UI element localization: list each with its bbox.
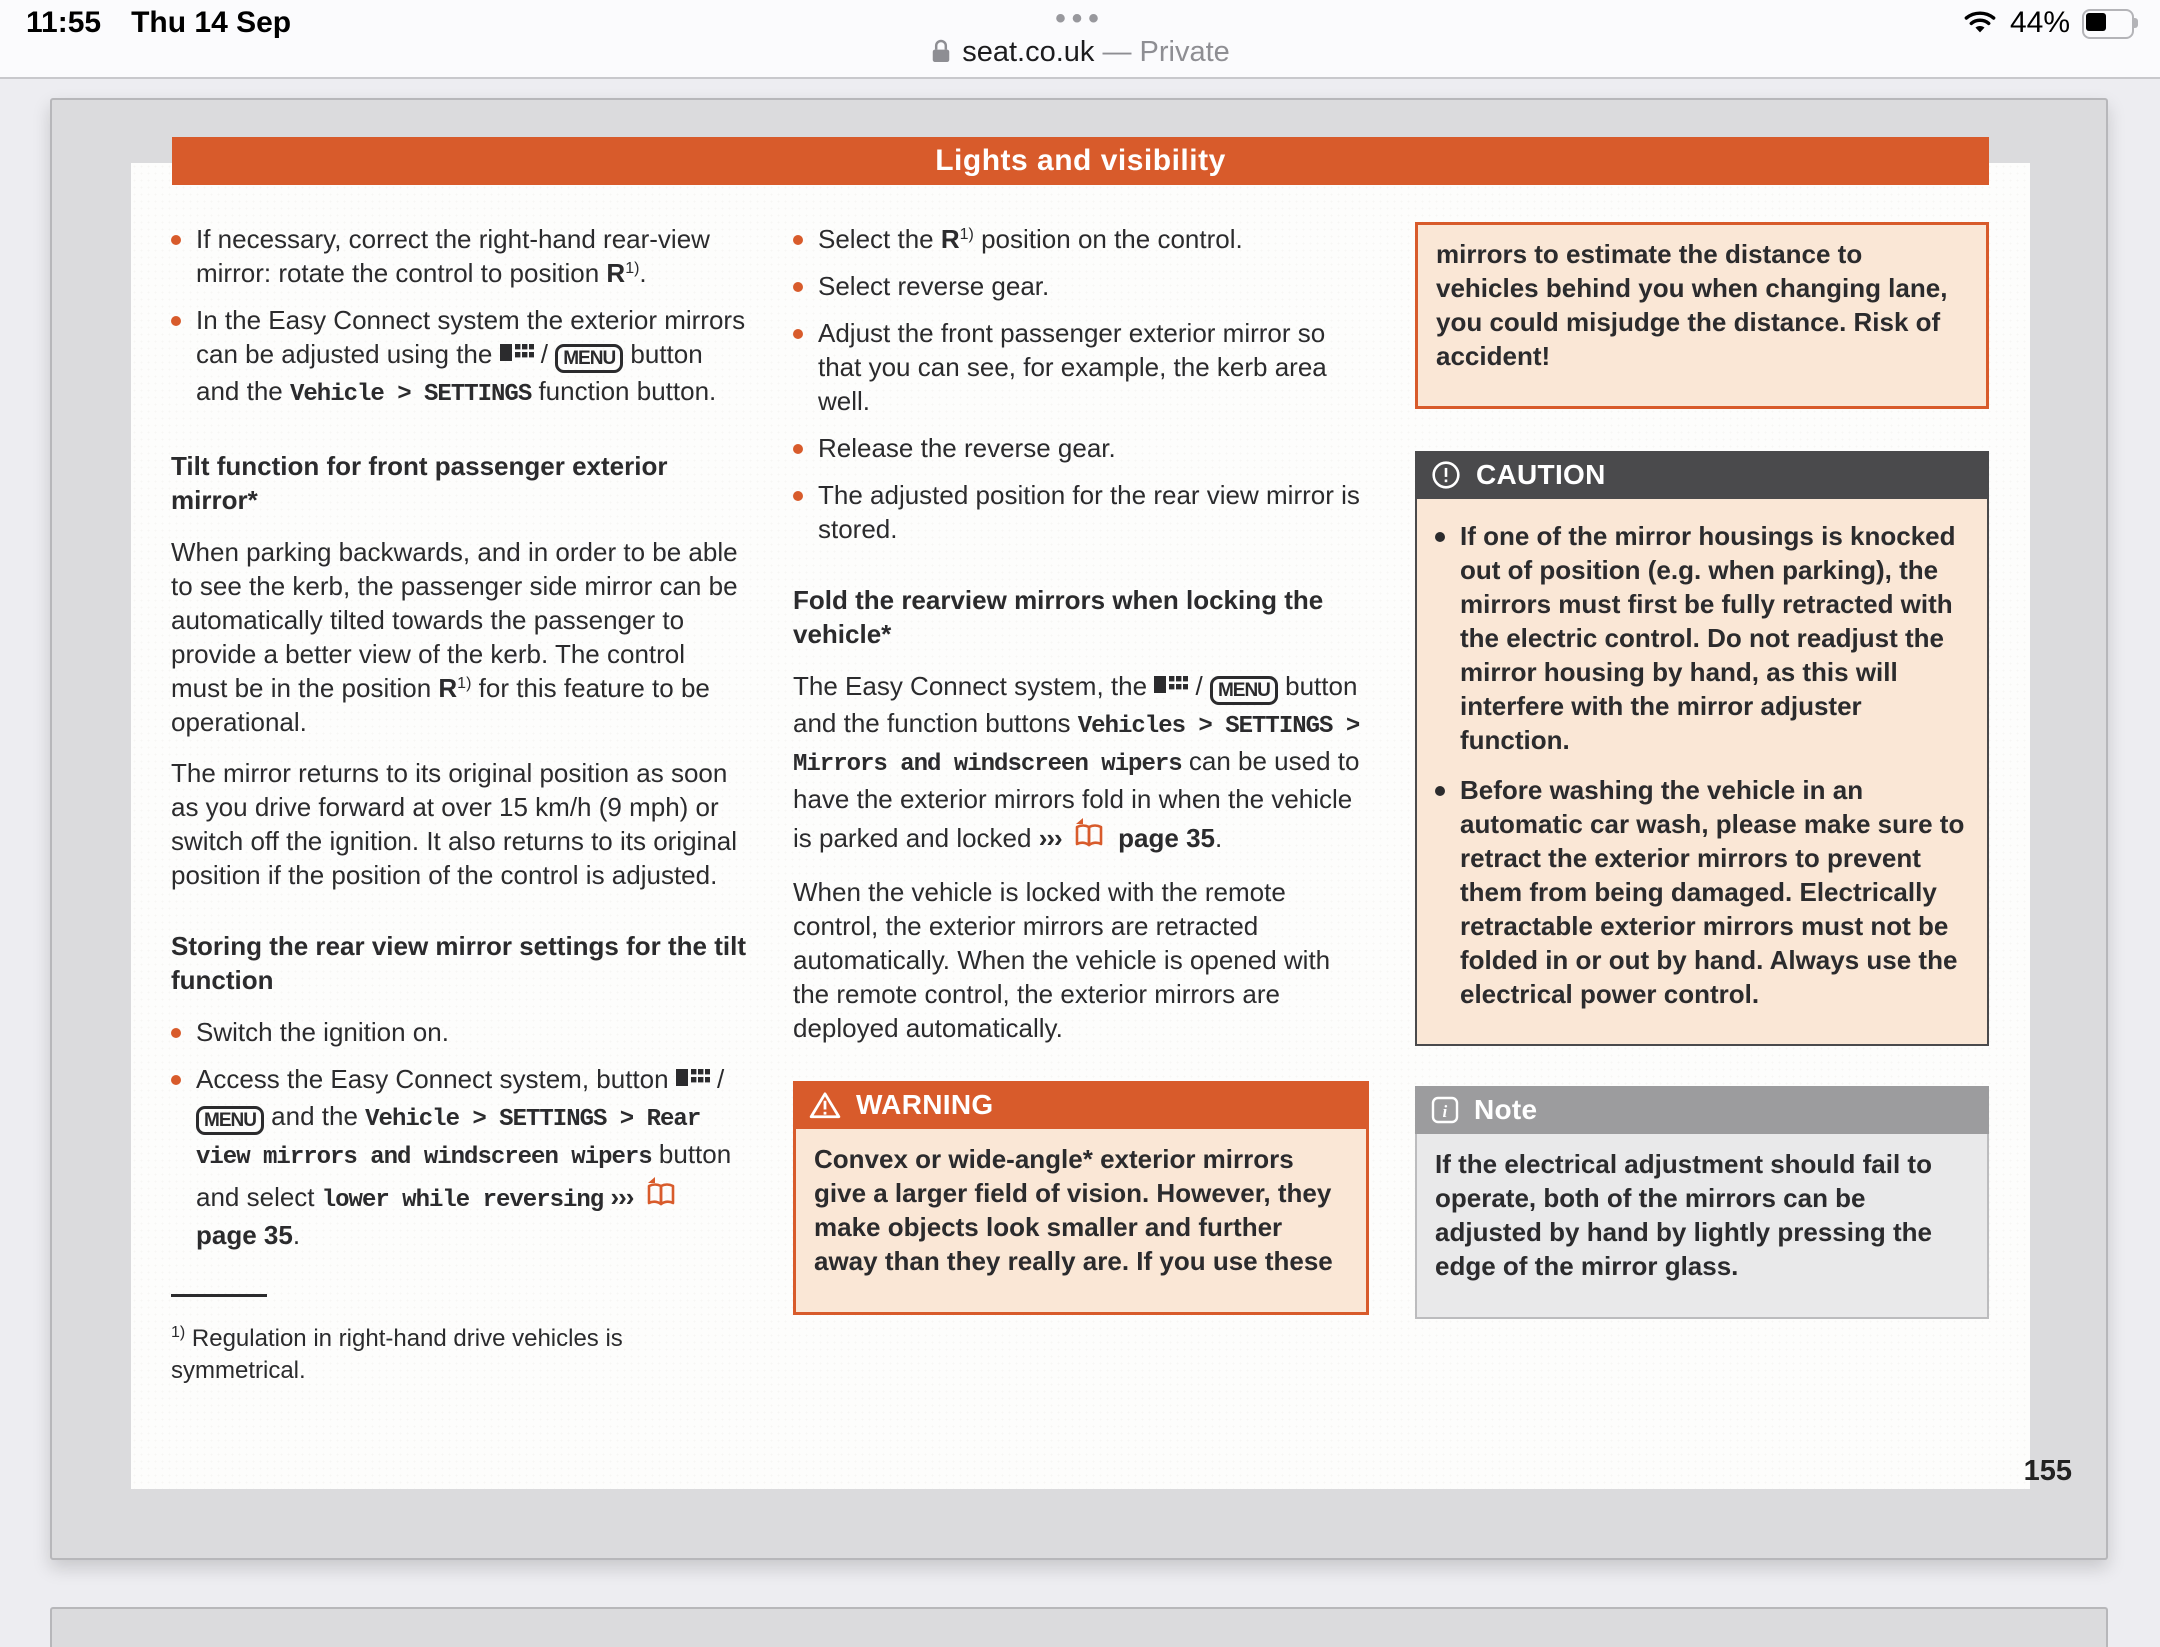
text-segment: R [606,258,626,288]
status-time: 11:55 [26,6,102,39]
paragraph: mirrors to estimate the distance to vehicles behind you when changing lane, you could misjudge the distance. Risk of accident! [1436,239,1948,371]
warning-panel-header [793,1081,1369,1129]
note-panel [1415,1086,1989,1319]
lock-icon [930,37,952,73]
bullet-dot [1435,786,1445,796]
battery-icon [2082,9,2138,37]
bullet-text: In the Easy Connect system the exterior mirrors can be adjusted using the / MENU button and the Vehicle > SETTINGS function button. [196,305,746,408]
paragraph: Convex or wide-angle* exterior mirrors give a larger field of vision. However, they make objects look smaller and further away than they really are. If you use these [814,1144,1333,1276]
paragraph: If the electrical adjustment should fail to operate, both of the mirrors can be adjusted by hand by lightly pressing the edge of the mirror glass. [1435,1149,1932,1281]
svg-text:i: i [1442,1102,1448,1121]
chapter-title: Lights and visibility [935,144,1226,177]
bullet-dot [1435,532,1445,542]
bullet-text: If necessary, correct the right-hand rear-view mirror: rotate the control to position R$^{1)}$. [196,224,710,288]
footnote-rule [171,1294,267,1297]
warning-panel-title: WARNING [856,1089,994,1120]
bullet-dot [793,235,803,245]
bullet-item [171,222,747,290]
section-heading: Storing the rear view mirror settings for the tilt function [171,931,746,995]
text-segment: 1) [959,226,974,243]
bullet-dot [171,316,181,326]
bullet-text: Adjust the front passenger exterior mirror so that you can see, for example, the kerb area well. [818,318,1327,416]
bullet-text: Release the reverse gear. [818,433,1116,463]
browser-chrome [0,0,2160,79]
battery-percent: 44% [2009,6,2070,39]
bullet-item [1435,519,1969,757]
bullet-item [171,1015,747,1049]
grid-menu-icon [676,1064,710,1099]
caution-panel-body [1415,499,1989,1046]
grid-menu-icon [1154,671,1188,706]
note-panel-title: Note [1474,1094,1538,1125]
section-heading: Fold the rearview mirrors when locking the vehicle* [793,585,1324,649]
warning-panel [793,1081,1369,1315]
bullet-text: Before washing the vehicle in an automatic car wash, please make sure to retract the exterior mirrors to prevent them from being damaged. Electrically retractable exterior mirrors must not be folded in or out by hand. Always use the electrical power control. [1460,775,1965,1009]
bullet-item [793,431,1369,465]
text-segment: ››› [610,1182,634,1212]
section-heading: Tilt function for front passenger exterior mirror* [171,451,668,515]
text-segment: lower while reversing [321,1187,604,1214]
text-segment: Vehicle > SETTINGS > Rear view mirrors and windscreen wipers [196,1106,701,1171]
next-page-edge [50,1607,2108,1647]
bullet-dot [171,1028,181,1038]
bullet-item [171,1062,747,1252]
bullet-item [793,222,1369,256]
note-panel-header [1415,1086,1989,1134]
page-content-area [131,163,2030,1489]
bullet-text: Access the Easy Connect system, button / MENU and the Vehicle > SETTINGS > Rear view mirrors and windscreen wipers button and select lower while reversing ››› page 35. [196,1064,732,1250]
wifi-icon [1962,7,1998,40]
bullet-dot [793,444,803,454]
bullet-dot [171,1075,181,1085]
tab-overview-dots: ••• [1055,2,1105,35]
caution-panel-title: CAUTION [1476,459,1606,490]
caution-panel-header [1415,451,1989,499]
bullet-dot [793,282,803,292]
text-segment: Vehicles > SETTINGS > Mirrors and windscreen wipers [793,713,1360,778]
column-middle [793,222,1369,1315]
column-right [1415,222,1989,1319]
private-label: — Private [1094,36,1230,68]
bullet-dot [793,329,803,339]
bullet-dot [171,235,181,245]
caution-circle-icon [1431,460,1461,490]
text-segment: R [438,673,458,703]
text-segment: 1) [625,260,640,277]
bullet-item [793,316,1369,418]
bullet-item [1435,773,1969,1011]
status-indicators [1962,6,2138,40]
site-domain: seat.co.uk [962,36,1095,68]
footnote: $^{1)}$ Regulation in right-hand drive vehicles is symmetrical. [171,1324,623,1384]
menu-button-icon: MENU [555,340,623,374]
grid-menu-icon [500,339,534,374]
paragraph: When parking backwards, and in order to be able to see the kerb, the passenger side mirror can be automatically tilted towards the passenger to provide a better view of the kerb. The control must be in the position R$^{1)}$ for this feature to be operational. [171,537,738,737]
bullet-item [793,478,1369,546]
page-ref-icon [641,1175,683,1217]
text-segment: Vehicle > SETTINGS [289,381,532,408]
note-panel-body [1415,1134,1989,1319]
text-segment: R [940,224,960,254]
caution-panel [1415,451,1989,1046]
manual-page [50,98,2108,1560]
column-left [171,222,747,1387]
pdf-scroll-area[interactable] [0,79,2160,1620]
text-segment: 1) [457,675,472,692]
paragraph: The mirror returns to its original position as soon as you drive forward at over 15 km/h (9 mph) or switch off the ignition. It also returns to its original position if the position of the control is adjusted. [171,758,738,890]
info-icon [1431,1096,1459,1124]
text-segment: page 35 [196,1220,293,1250]
bullet-text: Select the R$^{1)}$ position on the control. [818,224,1243,254]
text-segment: ››› [1038,823,1062,853]
address-bar[interactable] [0,36,2160,73]
bullet-item [793,269,1369,303]
warning-continuation-panel [1415,222,1989,409]
bullet-dot [793,491,803,501]
warning-triangle-icon [809,1091,841,1119]
bullet-text: Switch the ignition on. [196,1017,449,1047]
column-middle-text [793,222,1369,1045]
chapter-title-bar [172,137,1989,185]
bullet-text: Select reverse gear. [818,271,1050,301]
status-date: Thu 14 Sep [131,6,292,39]
text-segment: 1) [171,1324,186,1341]
bullet-item [171,303,747,412]
menu-button-icon: MENU [1210,672,1278,706]
menu-button-icon: MENU [196,1102,264,1136]
paragraph: When the vehicle is locked with the remote control, the exterior mirrors are retracted automatically. When the vehicle is opened with the remote control, the exterior mirrors are deployed automatically. [793,877,1331,1043]
page-ref-icon [1069,816,1111,858]
bullet-text: The adjusted position for the rear view mirror is stored. [818,480,1360,544]
bullet-text: If one of the mirror housings is knocked out of position (e.g. when parking), the mirrors must first be fully retracted with the electric control. Do not readjust the mirror housing by hand, as this will interfere with the mirror adjuster function. [1460,521,1956,755]
warning-panel-body [793,1129,1369,1315]
text-segment: page 35 [1118,823,1215,853]
paragraph: The Easy Connect system, the / MENU button and the function buttons Vehicles > SETTINGS > Mirrors and windscreen wipers can be used to have the exterior mirrors fold in when the vehicle is parked and locked ››› page 35. [793,669,1369,858]
page-number: 155 [2023,1455,2072,1487]
